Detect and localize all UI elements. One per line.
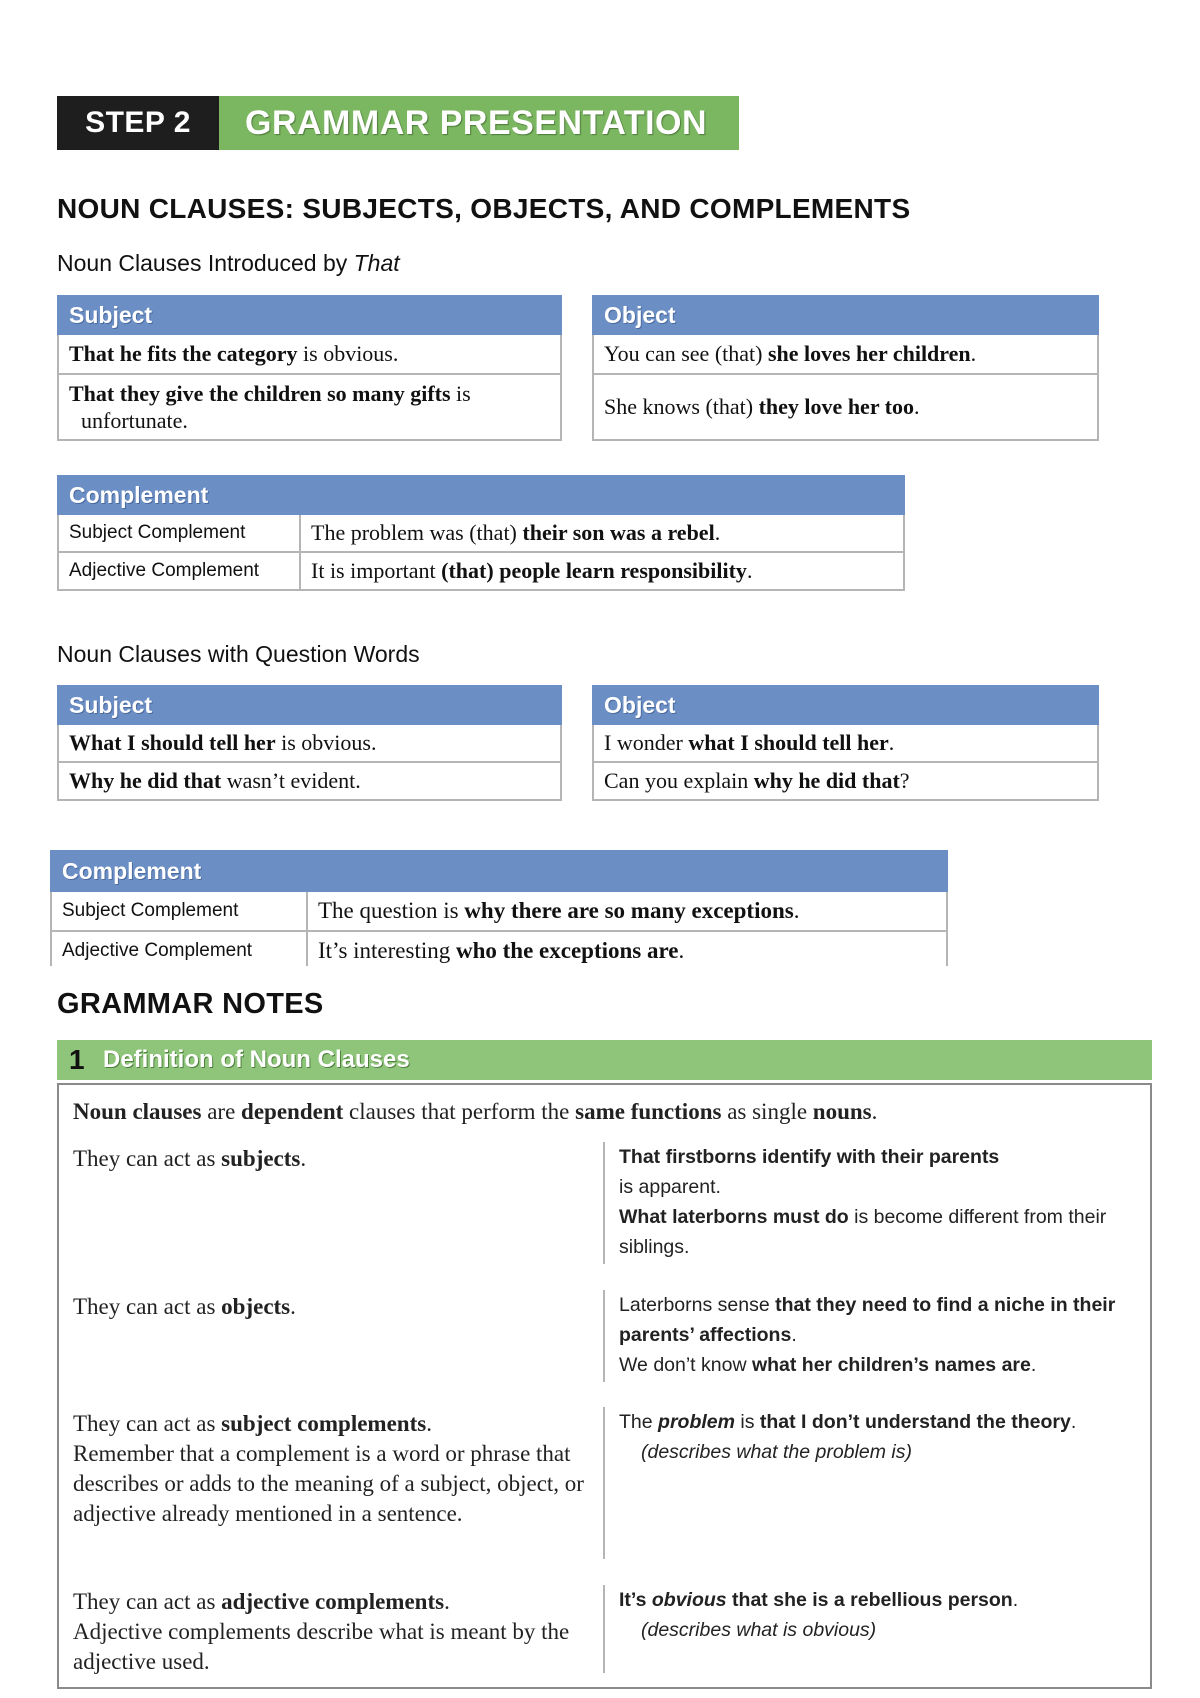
subject-example: That they give the children so many gifts is unfortunate. [58, 374, 561, 440]
main-heading: NOUN CLAUSES: SUBJECTS, OBJECTS, AND COMPLEMENTS [57, 193, 911, 224]
note-example-subjects: That firstborns identify with their parents is apparent. What laterborns must do is become different from their siblings. [603, 1142, 1133, 1264]
note-item-subject-complements: They can act as subject complements. Remember that a complement is a word or phrase that describes or adds to the meaning of a subject, object, or adjective already mentioned in a sentence. [73, 1411, 584, 1526]
subject-example: That he fits the category is obvious. [58, 334, 561, 374]
note-number: 1 [69, 1044, 85, 1075]
complement-example: The question is why there are so many exceptions. [307, 891, 947, 931]
subject-example: Why he did that wasn’t evident. [58, 762, 561, 800]
note-item-adjective-complements: They can act as adjective complements. Adjective complements describe what is meant by the adjective used. [73, 1589, 570, 1674]
note-example-objects: Laterborns sense that they need to find a niche in their parents’ affections. We don’t know what her children’s names are. [603, 1290, 1133, 1382]
object-example: I wonder what I should tell her. [593, 724, 1098, 762]
complement-label: Subject Complement [58, 514, 300, 552]
question-complement-clip [50, 850, 950, 966]
section2-heading: Noun Clauses with Question Words [57, 641, 420, 667]
object-example: Can you explain why he did that? [593, 762, 1098, 800]
complement-header: Complement [51, 851, 947, 891]
grammar-notes-heading: GRAMMAR NOTES [57, 988, 324, 1020]
complement-example: It’s interesting who the exceptions are. [307, 931, 947, 966]
note-item-objects: They can act as objects. [73, 1294, 296, 1319]
note-title-bar [57, 1040, 1152, 1080]
subject-header: Subject [58, 296, 561, 334]
complement-example: The problem was (that) their son was a rebel. [300, 514, 904, 552]
note-example-subject-complements: The problem is that I don’t understand the theory. (describes what the problem is) [603, 1407, 1133, 1559]
step-title: GRAMMAR PRESENTATION [219, 96, 739, 150]
subject-example: What I should tell her is obvious. [58, 724, 561, 762]
that-clauses-table [57, 295, 1099, 441]
complement-example: It is important (that) people learn responsibility. [300, 552, 904, 590]
object-header: Object [593, 296, 1098, 334]
step-banner [57, 96, 739, 150]
note-example-adjective-complements: It’s obvious that she is a rebellious person. (describes what is obvious) [603, 1585, 1133, 1673]
note-title: Definition of Noun Clauses [103, 1046, 410, 1073]
subject-header: Subject [58, 686, 561, 724]
note-intro: Noun clauses are dependent clauses that perform the same functions as single nouns. [73, 1099, 878, 1124]
question-complement-table [50, 850, 948, 966]
note-box [57, 1083, 1152, 1689]
complement-header: Complement [58, 476, 904, 514]
object-header: Object [593, 686, 1098, 724]
object-example: She knows (that) they love her too. [593, 374, 1098, 440]
note-item-subjects: They can act as subjects. [73, 1146, 307, 1171]
complement-label: Subject Complement [51, 891, 307, 931]
object-example: You can see (that) she loves her children. [593, 334, 1098, 374]
complement-label: Adjective Complement [58, 552, 300, 590]
section1-heading: Noun Clauses Introduced by That [57, 250, 400, 276]
that-complement-table [57, 475, 905, 591]
question-clauses-table [57, 685, 1099, 801]
complement-label: Adjective Complement [51, 931, 307, 966]
step-label: STEP 2 [57, 96, 219, 150]
